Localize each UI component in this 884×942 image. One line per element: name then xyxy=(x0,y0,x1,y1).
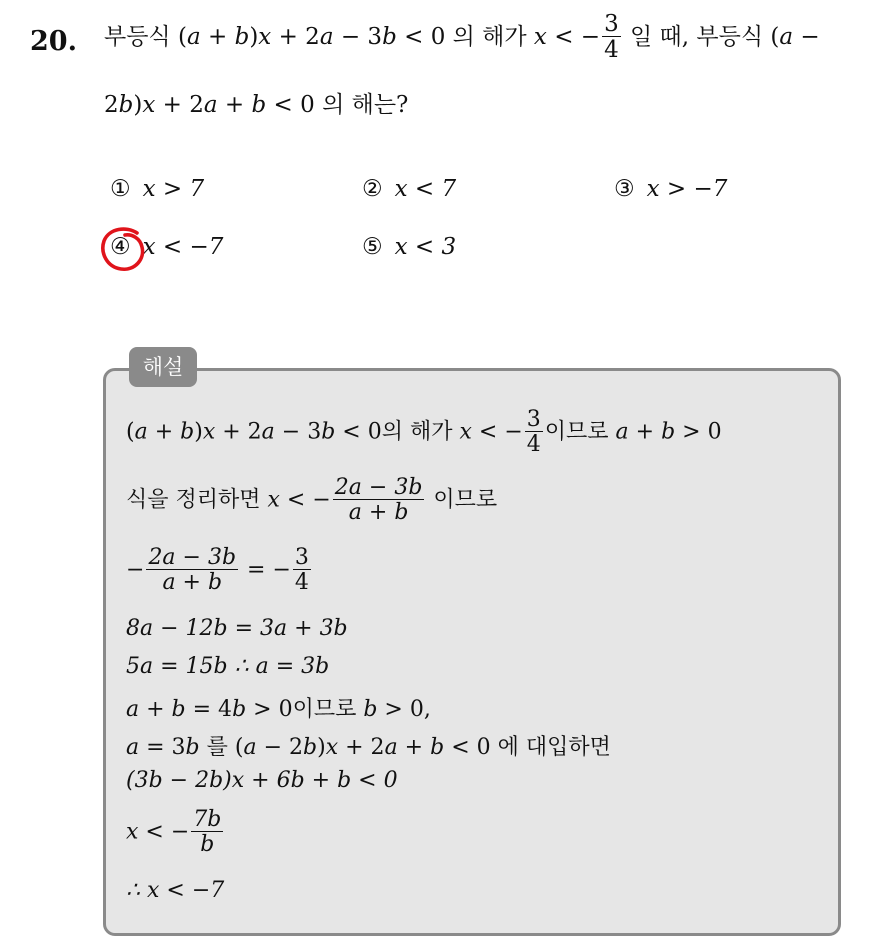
question-number: 20. xyxy=(30,26,77,57)
fraction: $\frac{3}{4}$ xyxy=(526,407,541,458)
solution-line-10: ∴ x < −7 xyxy=(126,878,225,903)
solution-line-8: (3b − 2b)x + 6b + b < 0 xyxy=(126,768,398,793)
answer-circle-mark xyxy=(99,225,149,275)
fraction: $\frac{2a - 3b}{a + b}$ xyxy=(148,545,237,596)
fraction: $\frac{7b}{b}$ xyxy=(193,807,222,858)
choice-2[interactable]: ② x < 7 xyxy=(362,176,457,202)
question-text: 부등식 ( xyxy=(104,23,187,50)
question-text: 의 해는? xyxy=(322,92,409,118)
fraction: $\frac{3}{4}$ xyxy=(604,11,619,64)
question-line-1: 부등식 (a + b)x + 2a − 3b < 0 의 해가 x < − $\frac{3}{4}$ 일 때, 부등식 (a − xyxy=(104,11,820,64)
question-line-2: 2b)x + 2a + b < 0 의 해는? xyxy=(104,92,409,118)
solution-line-4: 8a − 12b = 3a + 3b xyxy=(126,616,348,641)
solution-line-7: a = 3b 를 (a − 2b)x + 2a + b < 0 에 대입하면 xyxy=(126,735,611,760)
question-text: 의 해가 xyxy=(452,23,527,50)
solution-tag: 해설 xyxy=(129,347,197,387)
solution-line-6: a + b = 4b > 0이므로 b > 0, xyxy=(126,697,431,722)
solution-line-2: 식을 정리하면 x < − $\frac{2a - 3b}{a + b}$ 이므로 xyxy=(126,475,498,526)
solution-line-1: (a + b)x + 2a − 3b < 0의 해가 x < − $\frac{3}{4}$ 이므로 a + b > 0 xyxy=(126,407,722,458)
solution-line-9: x < − $\frac{7b}{b}$ xyxy=(126,807,222,858)
solution-line-5: 5a = 15b ∴ a = 3b xyxy=(126,654,330,679)
fraction: $\frac{2a - 3b}{a + b}$ xyxy=(334,475,423,526)
choice-4[interactable]: ④ x < −7 xyxy=(110,234,224,260)
solution-line-3: − $\frac{2a - 3b}{a + b}$ = − $\frac{3}{4}$ xyxy=(126,545,309,596)
fraction: $\frac{3}{4}$ xyxy=(294,545,309,596)
choice-3[interactable]: ③ x > −7 xyxy=(614,176,728,202)
choice-1[interactable]: ① x > 7 xyxy=(110,176,205,202)
question-text: 일 때, 부등식 ( xyxy=(630,23,780,50)
choice-5[interactable]: ⑤ x < 3 xyxy=(362,234,457,260)
